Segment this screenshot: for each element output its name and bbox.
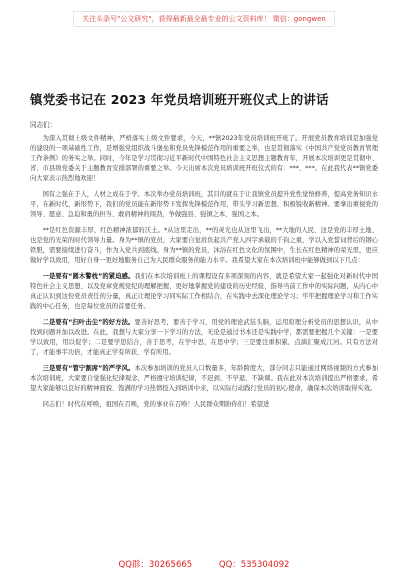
paragraph-body: 本次参加培训的党员人口数量多，年龄跨度大，部分同志只能通过网络视频的方式参加本次培训班，大家要自觉强化纪律观念，严格遵守培训纪律，不迟到、不早退、不缺课。我在此对本次培训提出严格要求，希望大家能够以良好的精神面貌、饱满的学习热情投入到培训中来，以实际行动践行党员的初心使命，确保本次培训取得实效。 [30, 365, 379, 392]
paragraph [30, 318, 378, 358]
paragraph-body: 要善好思考，要善于学习，用党的理论武装头脑，运用原理分析党员的思想认识，从中找到问题并加以改进。在此，我想与大家分享一下学习的方法，无论是通过书本还是实践中学，都需要把握几个关键：一是要学以致用，用以促学；二是要学思结合，善于思考，在学中思，在思中学；三是要注重积累，点滴汇聚成江河。只有方法对了，才能事半功倍，才能真正学有所获、学有所用。 [30, 319, 379, 356]
paragraph-heading: 三是要有“管宁割席”的严学风。 [42, 365, 135, 372]
paragraph: 国有之强在于人，人材之成在于学。本次举办党员培训班，其目的就在于让我镇党员提升党性觉悟修养，提高党务知识水平，在新时代、新形势下，我们的党员能在新形势下发挥先锋模范作用，带头学习新思想、积极锐收新精神。要拿出重视党的领导、愿意、急迫和勇的担当、敢肩精神的闯劲，争做强县、强镇之本、强国之本。 [30, 191, 378, 218]
paragraph [30, 272, 378, 312]
qq-group: QQ群：30265665 [118, 560, 193, 570]
paragraph-heading: 二是要有“扫叶击尘”的好方法。 [42, 319, 135, 326]
paragraph [30, 364, 378, 394]
paragraph-heading: 一是要有“圆木警枕”的紧迫感。 [42, 273, 135, 280]
paragraph: 同志们！时代在呼唤，祖国在召唤，党的事业在召唤！人民群众期盼你们！希望进 [42, 401, 270, 408]
qq-number: QQ：535304092 [218, 560, 290, 570]
paragraph-list [30, 134, 378, 410]
paragraph: 为深入贯彻上级文件精神，严格落实上级文件要求，今天，**镇2023年党员培训班开班了。开展党员教育培训是加强党的建设的一项基础性工作，是增强党组织战斗堡垒和党员先锋模范作用的重要之举，也是贯彻落实《中国共产党党员教育管理工作条例》的务实之举。同时，今年是学习贯彻习近平新时代中国特色社会主义思想主题教育年，开展本次培训更是贯彻中、省、市县级党委关于主题教育安排部署的重要之举。今天出席本次党员培训班开班仪式的有：***、***。在此我代表**镇党委向大家表示热烈地欢迎！ [30, 135, 379, 182]
footer [0, 558, 408, 570]
document [30, 58, 378, 416]
document-title: 镇党委书记在 2023 年党员培训班开班仪式上的讲话 [30, 92, 329, 107]
top-banner [0, 0, 408, 38]
greeting: 同志们： [30, 121, 57, 129]
paragraph-body: 我们在本次培训班上的课程设有多项深刻的内容，就是希望大家一起强化对新时代中国特色社会主义思想、以及党章党规党纪的理解把握，更好地掌握党的建设的历史经验、指导当前工作中的实际问题，从内心中真正认识到这份党员责任的分量，真正让理论学习同实际工作相结合，在实践中去深化理论学习；牢牢把握理论学习和工作实践的中心任务，也是每位党员的首要任务。 [30, 273, 379, 310]
paragraph: **是红色资源丰厚、红色精神浓郁的沃土。*从这里走出，**的灵光也从这里飞出，**大地的人民、这是党的丰厚土地、也是党的光荣的时代领导力量。身为**镇的党员，大家要自觉肩负起共产党人四字承载的千钧之重，学以入党誓词背后的钢心铁胆，需要接续进行奋斗，作为入党兵到底线。身为**镇的党员，沐浴在红色文化的氛围中，生长在红色精神的荣光里，更应做好学以致用，用好自身一更好地服务自己为人民群众服务的能力水平。我希望大家在本次培训班中能够做到以下几点： [30, 227, 378, 264]
banner-text: 关注头条号"公文研究"，获得最新最全最专业的公文资料库！ 微信：gongwen [73, 11, 335, 27]
